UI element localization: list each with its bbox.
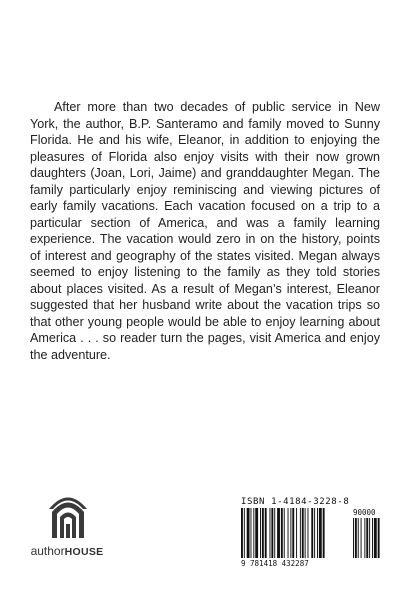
isbn-barcode (239, 497, 380, 567)
publisher-wordmark (22, 544, 112, 558)
publisher-name-part1: author (30, 544, 65, 558)
authorhouse-arch-logo-icon (49, 488, 87, 540)
ean-digits: 9 781418 432287 (241, 559, 309, 568)
publisher-logo (22, 488, 112, 568)
back-cover-blurb: After more than two decades of public service in New York, the author, B.P. Santeramo and family moved to Sunny Florida. He and his wife, Eleanor, in addition to enjoying the pleasures of Florida also enjoy visits with their now grown daughters (Joan, Lori, Jaime) and granddaughter Megan. The family particularly enjoy reminiscing and viewing pictures of early family vacations. Each vacation focused on a trip to a particular section of America, and was a family learning experience. The vacation would zero in on the history, points of interest and geography of the states visited. Megan always seemed to enjoy listening to the family as they told stories about places visited. As a result of Megan’s interest, Eleanor suggested that her husband write about the vacation trips so that other young people would be able to enjoy learning about America . . . so reader turn the pages, visit America and enjoy the adventure. (30, 100, 380, 362)
isbn-label: ISBN 1-4184-3228-8 (241, 497, 350, 507)
addon-digits: 90000 (353, 508, 376, 517)
publisher-name-part2: HOUSE (64, 546, 104, 558)
